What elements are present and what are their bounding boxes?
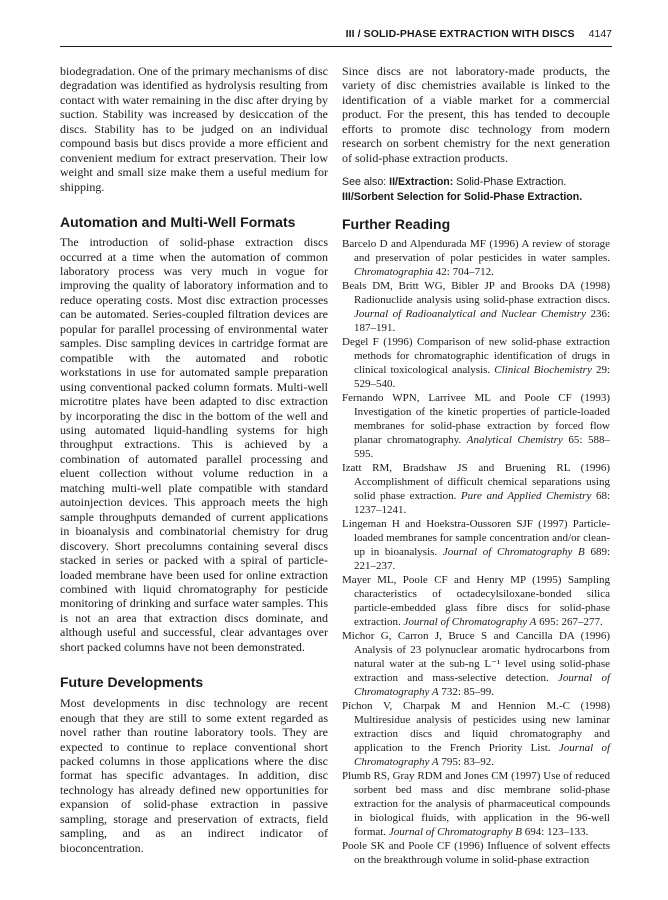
reference-volume-pages: 732: 85–99. — [441, 686, 494, 699]
reference-text: Izatt RM, Bradshaw JS and Bruening RL (1996) Accomplishment of difficult chemical separations using solid phase extraction. — [342, 462, 610, 503]
paragraph-disc-market: Since discs are not laboratory-made products, the variety of disc chemistries available is linked to the identification of a viable market for a commercial product. For the present, this has tended to decouple efforts to promote disc technology from modern research on sorbent chemistry for the next generation of solid-phase extraction products. — [342, 64, 610, 165]
reference-journal: Journal of Radioanalytical and Nuclear Chemistry — [354, 308, 587, 321]
reference-journal: Journal of Chromatography A — [354, 742, 611, 769]
reference-item — [342, 839, 610, 867]
see-also-link-1-volume[interactable]: II/Extraction: — [389, 176, 454, 189]
reference-item — [342, 517, 610, 573]
reference-volume-pages: 795: 83–92. — [441, 756, 494, 769]
reference-list — [342, 237, 610, 867]
reference-text: Beals DM, Britt WG, Bibler JP and Brooks DA (1998) Radionuclide analysis using solid-phase extraction discs. — [342, 280, 610, 307]
reference-text: Mayer ML, Poole CF and Henry MP (1995) Sampling characteristics of octadecylsiloxane-bonded silica particle-embedded glass fibre discs for solid-phase extraction. — [342, 574, 610, 629]
see-also-label: See also: — [342, 176, 387, 189]
reference-journal: Journal of Chromatography B — [388, 826, 522, 839]
reference-volume-pages: 689: 221–237. — [354, 546, 611, 573]
reference-volume-pages: 68: 1237–1241. — [354, 490, 610, 517]
reference-text: Pichon V, Charpak M and Hennion M.-C (1998) Multiresidue analysis of pesticides using new laminar extraction discs and liquid chromatography and application to the French Priority List. — [342, 700, 610, 755]
reference-item — [342, 573, 610, 629]
reference-journal: Chromatographia — [354, 266, 434, 279]
heading-further-reading: Further Reading — [342, 216, 451, 233]
reference-journal: Journal of Chromatography A — [354, 672, 611, 699]
heading-automation: Automation and Multi-Well Formats — [60, 214, 296, 231]
reference-text: Fernando WPN, Larrivee ML and Poole CF (1993) Investigation of the kinetic properties of particle-loaded membranes for solid-phase extraction by forced flow planar chromatography. — [342, 392, 610, 447]
reference-text: Lingeman H and Hoekstra-Oussoren SJF (1997) Particle-loaded membranes for sample concentration and/or clean-up in bioanalysis. — [342, 518, 610, 559]
see-also — [342, 175, 610, 205]
reference-volume-pages: 236: 187–191. — [354, 308, 610, 335]
reference-item — [342, 237, 610, 279]
reference-journal: Journal of Chromatography A — [403, 616, 537, 629]
heading-future-developments: Future Developments — [60, 674, 204, 691]
reference-volume-pages: 29: 529–540. — [354, 364, 610, 391]
reference-item — [342, 461, 610, 517]
reference-text: Poole SK and Poole CF (1996) Influence of solvent effects on the breakthrough volume in solid-phase extraction — [342, 840, 610, 867]
see-also-link-2[interactable]: III/Sorbent Selection for Solid-Phase Extraction. — [342, 191, 583, 204]
paragraph-automation: The introduction of solid-phase extraction discs occurred at a time when the automation of common laboratory process was very much in vogue for improving the quality of laboratory information and to reduce operating costs. Most disc extraction processes can be automated. Series-coupled filtration devices are popular for parallel processing of environmental water samples. Disc sampling devices in cartridge format are compatible with the automated and robotic workstations in use for automated sample preparation using conventional packed column formats. Multi-well microtitre plates have been adapted to disc extraction by incorporating the disc in the bottom of the well and using automated liquid-handling systems for high throughput extractions. This is achieved by a combination of automated parallel processing and eluent collection without volume reduction in a matching multi-well plate compatible with standard autoinjection devices. This approach meets the high sample throughputs demanded of current applications in bioanalysis and combinatorial chemistry for drug discovery. Short precolumns containing several discs stacked in series or packed with a spiral of particle-loaded membrane have been used for online extraction combined with liquid chromatography for pesticide monitoring of drinking and surface water samples. This is not an area that extraction discs dominate, and although useful and successful, clear advantages over short packed columns have not been demonstrated. — [60, 235, 328, 654]
right-column — [342, 64, 610, 867]
reference-item — [342, 391, 610, 461]
paragraph-future-developments: Most developments in disc technology are recent enough that they are still to some extent regarded as novel rather than routine laboratory tools. They are expected to continue to replace conventional short packed columns in those applications where the disc format has specific advantages. In addition, disc technology has already defined new opportunities for expansion of solid-phase extraction in passive sampling, storage and preservation of extracts, field sampling, and as an indirect indicator of bioconcentration. — [60, 696, 328, 855]
reference-volume-pages: 65: 588–595. — [354, 434, 610, 461]
reference-journal: Clinical Biochemistry — [494, 364, 592, 377]
reference-item — [342, 629, 610, 699]
reference-journal: Analytical Chemistry — [466, 434, 563, 447]
reference-text: Degel F (1996) Comparison of new solid-phase extraction methods for chromatographic identification of drugs in clinical toxicological analysis. — [342, 336, 610, 377]
reference-item — [342, 279, 610, 335]
see-also-link-1-title[interactable]: Solid-Phase Extraction. — [456, 176, 567, 189]
reference-volume-pages: 42: 704–712. — [435, 266, 494, 279]
running-title: III / SOLID-PHASE EXTRACTION WITH DISCS — [345, 28, 575, 40]
reference-volume-pages: 694: 123–133. — [524, 826, 589, 839]
reference-item — [342, 335, 610, 391]
reference-journal: Pure and Applied Chemistry — [460, 490, 592, 503]
reference-item — [342, 699, 610, 769]
page-number: 4147 — [588, 28, 612, 40]
reference-volume-pages: 695: 267–277. — [539, 616, 603, 629]
left-column — [60, 64, 328, 855]
reference-item — [342, 769, 610, 839]
reference-text: Michor G, Carron J, Bruce S and Cancilla DA (1996) Analysis of 23 polynuclear aromatic hydrocarbons from natural water at the sub-ng L⁻¹ level using solid-phase extraction and mass-selective detection. — [342, 630, 610, 685]
paragraph-biodegradation: biodegradation. One of the primary mechanisms of disc degradation was identified as hydrolysis resulting from contact with water remaining in the disc after drying by suction. Stability was increased by desiccation of the discs. Stability has to be judged on an individual compound basis but discs provide a more efficient and convenient medium for extract preservation. Their low weight and small size make them a useful medium for shipping. — [60, 64, 328, 194]
running-header — [60, 28, 612, 47]
reference-journal: Journal of Chromatography B — [442, 546, 585, 559]
reference-text: Barcelo D and Alpendurada MF (1996) A review of storage and preservation of polar pesticides in water samples. — [342, 238, 610, 265]
reference-text: Plumb RS, Gray RDM and Jones CM (1997) Use of reduced sorbent bed mass and disc membrane solid-phase extraction for the analysis of pharmaceutical compounds in biological fluids, with application in the 96-well format. — [342, 770, 610, 839]
